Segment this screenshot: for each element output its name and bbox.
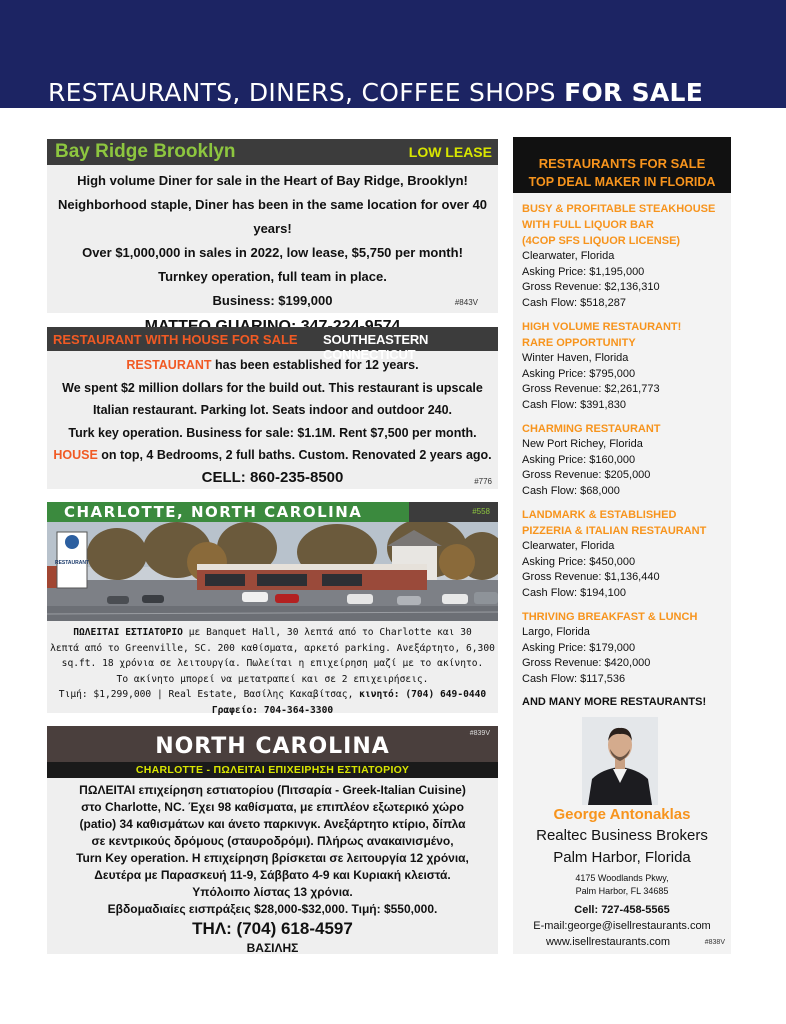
sign-text: RESTAURANT: [54, 560, 90, 566]
agent-city: Palm Harbor, Florida: [553, 849, 691, 866]
ad-contact: Γραφείο: 704-364-3300: [211, 704, 334, 716]
ad-body: [47, 165, 498, 339]
ad-contact-name: ΒΑΣΙΛΗΣ: [246, 941, 299, 955]
ad-line: sq.ft. 18 χρόνια σε λειτουργία. Πωλείται η επιχείρηση μαζί με το ακίνητο.: [61, 658, 484, 669]
ad-line: Turk key operation. Business for sale: $1.1M. Rent $7,500 per month.: [68, 425, 477, 440]
ad-tag: LOW LEASE: [408, 144, 492, 160]
ad-north-carolina: [47, 726, 498, 954]
listing-item: CHARMING RESTAURANT New Port Richey, Florida Asking Price: $160,000 Gross Revenue: $205,000 Cash Flow: $68,000: [522, 423, 661, 497]
ad-line: Turnkey operation, full team in place.: [158, 269, 387, 284]
ad-line: Εβδομαδιαίες εισπράξεις $28,000-$32,000. Τιμή: $550,000.: [107, 902, 438, 916]
ad-region: SOUTHEASTERN CONNECTICUT: [323, 332, 429, 362]
ad-header: [47, 327, 498, 362]
listing-item: BUSY & PROFITABLE STEAKHOUSE WITH FULL LIQUOR BAR (4COP SFS LIQUOR LICENSE) Clearwater, Florida Asking Price: $1,195,000 Gross Revenue: $2,136,310 Cash Flow: $518,287: [522, 203, 716, 309]
ad-line: Τιμή: $1,299,000 | Real Estate, Βασίλης Καкαβίτσας, κινητό: (704) 649-0440: [58, 689, 487, 700]
ad-line: Over $1,000,000 in sales in 2022, low lease, $5,750 per month!: [82, 245, 463, 260]
ad-line: Neighborhood staple, Diner has been in the same location for over 40 years!: [57, 197, 488, 236]
ad-line: Turn Key operation. Η επιχείρηση βρίσκεται σε λειτουργία 12 χρόνια,: [76, 851, 469, 865]
sidebar-subtitle: TOP DEAL MAKER IN FLORIDA: [528, 175, 716, 189]
ad-title: RESTAURANT WITH HOUSE FOR SALE: [53, 332, 298, 347]
ad-header: [47, 139, 498, 165]
ad-line: λεπτά από το Greenville, SC. 200 καθίσματα, αρκετό parking. Ανεξάρτητο, 6,300: [50, 642, 495, 654]
ad-body: [47, 778, 498, 957]
ad-line: ΠΩΛΕΙΤΑΙ επιχείρηση εστιατορίου (Πιτσαρία - Greek-Italian Cuisine): [79, 783, 466, 797]
agent-address: Palm Harbor, FL 34685: [575, 886, 669, 896]
ad-line: Italian restaurant. Parking lot. Seats indoor and outdoor 240.: [92, 403, 453, 417]
ad-line: High volume Diner for sale in the Heart of Bay Ridge, Brooklyn!: [77, 173, 468, 188]
listing-item: LANDMARK & ESTABLISHED PIZZERIA & ITALIAN RESTAURANT Clearwater, Florida Asking Price: $450,000 Gross Revenue: $1,136,440 Cash Flow: $194,100: [522, 509, 707, 599]
agent-name: George Antonaklas: [553, 806, 691, 823]
ad-subtitle: CHARLOTTE - ΠΩΛΕΙΤΑΙ ΕΠΙΧΕΙΡΗΣΗ ΕΣΤΙΑΤΟΡΙΟΥ: [47, 762, 498, 778]
ad-line: στο Charlotte, NC. Έχει 98 καθίσματα, με επιπλέον εξωτερικό χώρο: [81, 800, 464, 814]
ad-line: RESTAURANT has been established for 12 years.: [126, 358, 419, 372]
ad-location: Bay Ridge Brooklyn: [55, 141, 236, 162]
ad-body: [47, 351, 498, 489]
sidebar-header: [513, 137, 731, 193]
ad-code: #558: [472, 507, 490, 516]
ad-state: NORTH CAROLINA: [155, 734, 390, 759]
ad-body: [47, 621, 498, 718]
ad-line: We spent $2 million dollars for the build out. This restaurant is upscale: [62, 380, 483, 395]
agent-photo: [582, 717, 658, 805]
listing-item: HIGH VOLUME RESTAURANT! RARE OPPORTUNITY Winter Haven, Florida Asking Price: $795,000 Gross Revenue: $2,261,773 Cash Flow: $391,830: [522, 321, 682, 411]
ad-charlotte: [47, 502, 498, 716]
agent-company: Realtec Business Brokers: [536, 827, 708, 844]
agent-cell: Cell: 727-458-5565: [574, 904, 670, 916]
ad-line: Το ακίνητο μπορεί να μετατραπεί και σε 2 επιχειρήσεις.: [116, 673, 429, 685]
agent-address: 4175 Woodlands Pkwy,: [575, 873, 669, 883]
ad-code: #776: [474, 477, 492, 486]
ad-line: Υπόλοιπο λίστας 13 χρόνια.: [192, 885, 353, 899]
ad-code: #839V: [469, 730, 490, 737]
page-title: RESTAURANTS, DINERS, COFFEE SHOPS FOR SALE: [48, 78, 704, 107]
ad-code: #838V: [704, 939, 725, 946]
restaurant-photo: [47, 522, 498, 621]
listing-item: THRIVING BREAKFAST & LUNCH Largo, Florida Asking Price: $179,000 Gross Revenue: $420,000 Cash Flow: $117,536: [522, 611, 698, 685]
sidebar-title: RESTAURANTS FOR SALE: [538, 156, 706, 171]
ad-line: (patio) 34 καθισμάτων και άνετο παρκινγκ. Ανεξάρτητο κτίριο, δίπλα: [79, 817, 466, 831]
ad-city: CHARLOTTE, NORTH CAROLINA: [64, 503, 363, 521]
ad-phone: ΤΗΛ: (704) 618-4597: [192, 919, 353, 938]
agent-website: www.isellrestaurants.com: [545, 936, 671, 948]
ad-connecticut: [47, 327, 498, 489]
ad-code: #843V: [454, 298, 478, 307]
ad-bay-ridge: [47, 139, 498, 313]
ad-header: [47, 502, 498, 522]
florida-sidebar: [513, 137, 731, 954]
ad-header: [47, 726, 498, 762]
ad-line: Δευτέρα με Παρασκευή 11-9, Σάββατο 4-9 και Κυριακή κλειστά.: [94, 868, 451, 882]
ad-line: HOUSE on top, 4 Bedrooms, 2 full baths. Custom. Renovated 2 years ago.: [53, 448, 492, 462]
more-listings-note: AND MANY MORE RESTAURANTS!: [522, 696, 707, 708]
ad-line: Business: $199,000: [212, 293, 333, 308]
page-banner: [0, 0, 786, 108]
ad-contact: CELL: 860-235-8500: [201, 468, 344, 486]
agent-email: E-mail:george@isellrestaurants.com: [533, 920, 711, 932]
ad-line: σε κεντρικούς δρόμους (σταυροδρόμι). Πλήρως ανακαινισμένο,: [91, 834, 454, 848]
ad-line: ΠΩΛΕΙΤΑΙ ΕΣΤΙΑΤΟΡΙΟ με Banquet Hall, 30 λεπτά από το Charlotte και 30: [73, 627, 472, 638]
